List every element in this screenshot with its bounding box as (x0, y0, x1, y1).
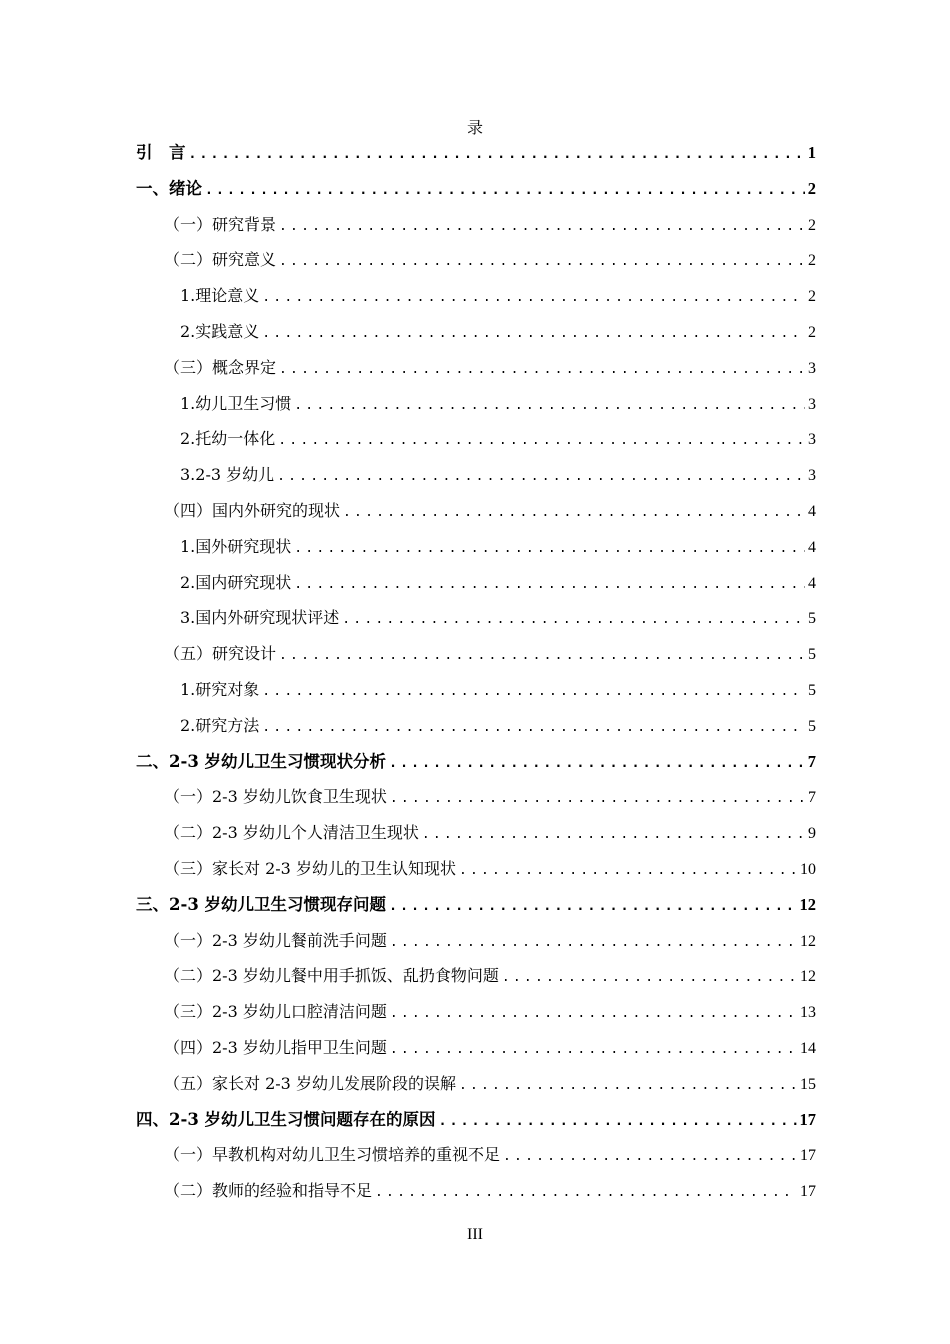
toc-dot-leader (459, 1068, 797, 1104)
toc-entry-page: 4 (808, 574, 816, 592)
toc-entry[interactable] (136, 636, 816, 672)
toc-entry[interactable] (136, 171, 816, 207)
toc-entry-label: （一）早教机构对幼儿卫生习惯培养的重视不足 (164, 1145, 501, 1165)
toc-entry-page: 3 (808, 467, 816, 485)
toc-dot-leader (189, 137, 805, 173)
toc-entry-page: 7 (808, 789, 816, 807)
toc-entry[interactable] (136, 851, 816, 887)
toc-dot-leader (342, 602, 805, 638)
toc-dot-leader (279, 352, 805, 388)
toc-entry-label: 三、2-3 岁幼儿卫生习惯现存问题 (136, 894, 387, 914)
toc-entry[interactable] (136, 815, 816, 851)
toc-entry-page: 3 (808, 359, 816, 377)
toc-entry-label: （一）研究背景 (164, 214, 277, 234)
toc-dot-leader (279, 638, 805, 674)
toc-entry-label: （三）家长对 2-3 岁幼儿的卫生认知现状 (164, 858, 456, 878)
toc-entry[interactable] (136, 744, 816, 780)
toc-entry-page: 3 (808, 395, 816, 413)
toc-dot-leader (294, 567, 805, 603)
toc-entry[interactable] (136, 314, 816, 350)
toc-entry[interactable] (136, 386, 816, 422)
toc-dot-leader (390, 996, 797, 1032)
toc-entry[interactable] (136, 457, 816, 493)
toc-dot-leader (503, 1139, 797, 1175)
toc-entry[interactable] (136, 1137, 816, 1173)
toc-dot-leader (278, 423, 805, 459)
toc-dot-leader (390, 1032, 797, 1068)
toc-entry-label: 引 言 (136, 143, 186, 162)
toc-entry-label: （一）2-3 岁幼儿餐前洗手问题 (164, 930, 387, 950)
toc-entry-page: 5 (808, 717, 816, 735)
toc-dot-leader (439, 1104, 797, 1140)
toc-entry-page: 7 (807, 751, 816, 771)
toc-entry[interactable] (136, 994, 816, 1030)
toc-entry[interactable] (136, 958, 816, 994)
toc-entry[interactable] (136, 1030, 816, 1066)
toc-dot-leader (294, 388, 805, 424)
toc-entry-page: 9 (808, 825, 816, 843)
toc-entry[interactable] (136, 493, 816, 529)
toc-entry-label: 一、绪论 (136, 178, 202, 198)
toc-dot-leader (262, 280, 805, 316)
toc-entry-page: 3 (808, 431, 816, 449)
toc-entry[interactable] (136, 1102, 816, 1138)
toc-dot-leader (262, 674, 805, 710)
toc-entry-page: 12 (800, 932, 816, 950)
toc-entry[interactable] (136, 421, 816, 457)
toc-entry[interactable] (136, 278, 816, 314)
toc-entry-label: （一）2-3 岁幼儿饮食卫生现状 (164, 787, 387, 807)
toc-dot-leader (390, 781, 805, 817)
toc-entry[interactable] (136, 1173, 816, 1209)
toc-entry-label: 1.理论意义 (180, 286, 260, 306)
toc-entry[interactable] (136, 565, 816, 601)
toc-dot-leader (422, 817, 805, 853)
toc-entry-label: （二）教师的经验和指导不足 (164, 1181, 373, 1201)
toc-entry-label: （五）研究设计 (164, 644, 277, 664)
toc-entry-page: 2 (808, 216, 816, 234)
toc-dot-leader (502, 960, 797, 996)
toc-entry[interactable] (136, 135, 816, 171)
toc-entry-page: 4 (808, 538, 816, 556)
toc-entry-page: 2 (808, 288, 816, 306)
toc-entry-page: 5 (808, 681, 816, 699)
toc-dot-leader (262, 316, 805, 352)
toc-entry-label: 3.2-3 岁幼儿 (180, 465, 275, 485)
toc-dot-leader (294, 531, 805, 567)
toc-entry[interactable] (136, 672, 816, 708)
toc-entry[interactable] (136, 708, 816, 744)
toc-entry-label: 2.研究方法 (180, 715, 260, 735)
toc-entry-label: 1.国外研究现状 (180, 536, 292, 556)
toc-dot-leader (375, 1175, 797, 1211)
toc-dot-leader (277, 459, 805, 495)
toc-entry-page: 2 (808, 323, 816, 341)
toc-entry-page: 10 (800, 860, 816, 878)
toc-entry[interactable] (136, 600, 816, 636)
toc-dot-leader (279, 209, 805, 245)
toc-entry-label: 二、2-3 岁幼儿卫生习惯现状分析 (136, 751, 387, 771)
toc-entry[interactable] (136, 779, 816, 815)
toc-entry-label: （三）2-3 岁幼儿口腔清洁问题 (164, 1002, 387, 1022)
toc-dot-leader (389, 746, 805, 782)
toc-entry-page: 1 (807, 143, 816, 162)
toc-entry-page: 15 (800, 1075, 816, 1093)
toc-entry-page: 17 (800, 1147, 816, 1165)
toc-entry-label: 2.国内研究现状 (180, 572, 292, 592)
toc-dot-leader (459, 853, 797, 889)
toc-entry-page: 17 (800, 1183, 816, 1201)
toc-entry[interactable] (136, 529, 816, 565)
toc-entry-page: 13 (800, 1004, 816, 1022)
toc-entry-label: （三）概念界定 (164, 357, 277, 377)
toc-entry[interactable] (136, 350, 816, 386)
toc-entry[interactable] (136, 923, 816, 959)
toc-dot-leader (343, 495, 805, 531)
toc-entry-page: 14 (800, 1039, 816, 1057)
toc-entry-label: （二）研究意义 (164, 250, 277, 270)
toc-entry[interactable] (136, 242, 816, 278)
toc-list (136, 135, 816, 1209)
toc-entry-label: 1.幼儿卫生习惯 (180, 393, 292, 413)
toc-entry-page: 5 (808, 610, 816, 628)
toc-entry[interactable] (136, 207, 816, 243)
page-number-footer: III (467, 1226, 483, 1243)
toc-dot-leader (262, 710, 805, 746)
toc-entry-label: （二）2-3 岁幼儿个人清洁卫生现状 (164, 823, 419, 843)
toc-dot-leader (205, 173, 805, 209)
toc-entry-label: 四、2-3 岁幼儿卫生习惯问题存在的原因 (136, 1109, 436, 1129)
toc-dot-leader (390, 925, 797, 961)
toc-entry-label: （二）2-3 岁幼儿餐中用手抓饭、乱扔食物问题 (164, 966, 499, 986)
toc-entry[interactable] (136, 1066, 816, 1102)
toc-entry-label: 3.国内外研究现状评述 (180, 608, 340, 628)
toc-entry-label: 2.托幼一体化 (180, 429, 276, 449)
toc-entry-page: 5 (808, 646, 816, 664)
toc-entry-page: 2 (808, 252, 816, 270)
toc-entry-page: 12 (799, 894, 816, 914)
toc-dot-leader (389, 889, 796, 925)
toc-entry-page: 12 (800, 968, 816, 986)
toc-dot-leader (279, 244, 805, 280)
toc-entry[interactable] (136, 887, 816, 923)
page-title: 录 (466, 118, 483, 137)
toc-entry-label: （四）国内外研究的现状 (164, 500, 341, 520)
toc-entry-label: 2.实践意义 (180, 321, 260, 341)
toc-entry-label: 1.研究对象 (180, 679, 260, 699)
toc-entry-label: （五）家长对 2-3 岁幼儿发展阶段的误解 (164, 1073, 456, 1093)
toc-entry-page: 17 (799, 1109, 816, 1129)
toc-entry-page: 2 (807, 178, 816, 198)
toc-entry-label: （四）2-3 岁幼儿指甲卫生问题 (164, 1037, 387, 1057)
toc-entry-page: 4 (808, 502, 816, 520)
